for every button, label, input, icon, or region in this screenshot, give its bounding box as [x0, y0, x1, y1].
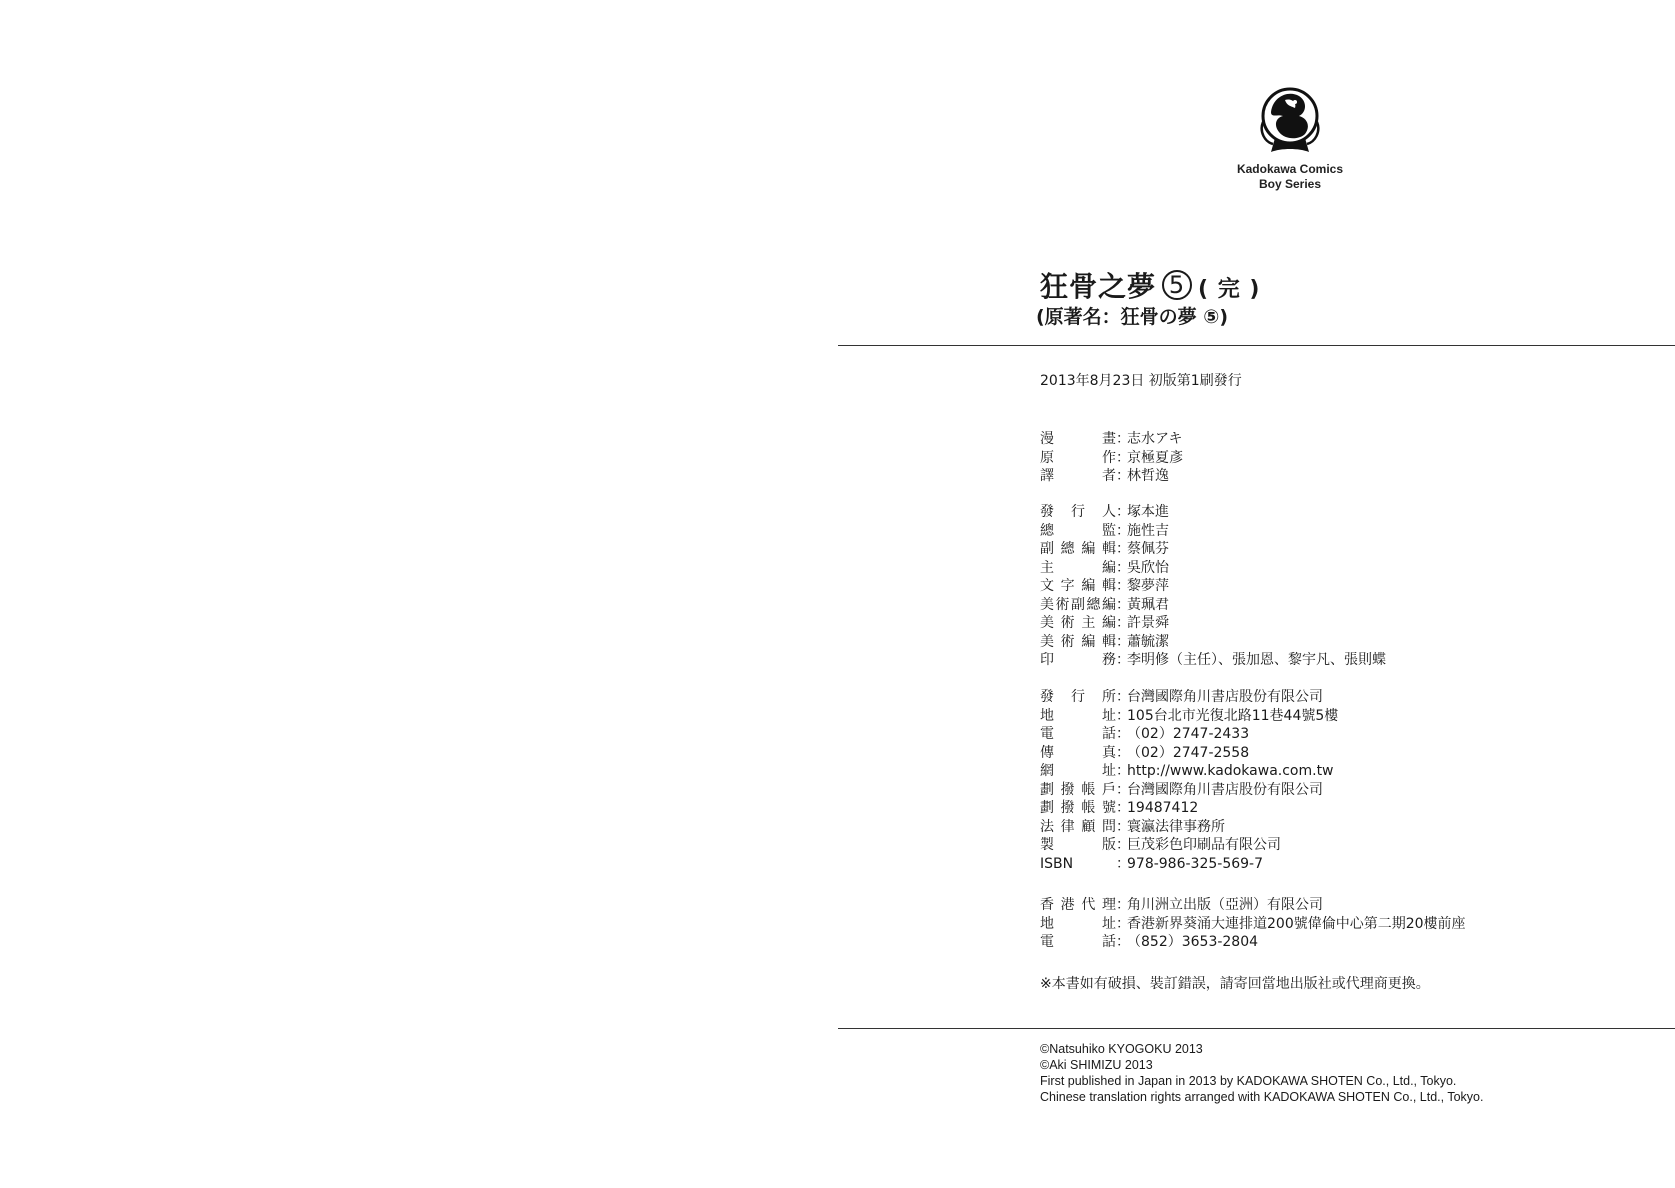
info-value: 蕭毓潔	[1127, 633, 1169, 650]
info-value: （02）2747-2433	[1127, 726, 1250, 742]
info-row	[1040, 503, 1386, 522]
info-row	[1040, 651, 1386, 670]
label-separator: ：	[1116, 915, 1130, 932]
info-value: 台灣國際角川書店股份有限公司	[1127, 781, 1323, 798]
info-label: 美術副總編	[1040, 596, 1116, 613]
info-value: 京極夏彥	[1127, 449, 1183, 466]
label-separator: ：	[1116, 504, 1130, 520]
info-value: 塚本進	[1127, 504, 1169, 520]
info-row	[1040, 896, 1466, 915]
label-separator: ：	[1116, 596, 1130, 613]
info-value: 香港新界葵涌大連排道200號偉倫中心第二期20樓前座	[1127, 915, 1466, 932]
label-separator: ：	[1116, 449, 1130, 466]
info-row	[1040, 725, 1338, 744]
info-row	[1040, 933, 1466, 952]
info-row	[1040, 633, 1386, 652]
info-value: 林哲逸	[1127, 468, 1169, 484]
label-separator: ：	[1116, 934, 1130, 950]
info-row	[1040, 855, 1338, 874]
info-label: 發行人	[1040, 504, 1116, 520]
label-separator: ：	[1116, 633, 1130, 650]
info-row	[1040, 799, 1338, 818]
info-label: 電話	[1040, 726, 1116, 742]
info-value: 黎夢萍	[1127, 578, 1169, 594]
info-value: 978-986-325-569-7	[1127, 855, 1264, 872]
info-label: 地址	[1040, 915, 1116, 932]
info-value: 19487412	[1127, 800, 1199, 816]
label-separator: ：	[1116, 689, 1130, 705]
original-title: (原著名：狂骨の夢 ⑤)	[1036, 306, 1229, 328]
info-label: 電話	[1040, 934, 1116, 950]
info-value: 黃珮君	[1127, 596, 1169, 613]
info-label: 傳真	[1040, 744, 1116, 761]
divider-top	[838, 345, 1675, 346]
info-row	[1040, 596, 1386, 615]
info-value: （02）2747-2558	[1127, 744, 1250, 761]
info-label: 總監	[1040, 522, 1116, 539]
info-row	[1040, 762, 1338, 781]
label-separator: ：	[1116, 818, 1130, 835]
divider-bottom	[838, 1028, 1675, 1029]
label-separator: ：	[1116, 431, 1130, 447]
label-separator: ：	[1116, 522, 1130, 539]
label-separator: ：	[1116, 781, 1130, 798]
info-label: 香港代理	[1040, 897, 1116, 913]
complete-mark: ( 完 )	[1198, 277, 1261, 302]
info-label: 印務	[1040, 652, 1116, 668]
info-value: 李明修（主任）、張加恩、黎宇凡、張則蝶	[1127, 652, 1386, 668]
publication-date: 2013年8月23日 初版第1刷發行	[1040, 373, 1242, 389]
info-label: 主編	[1040, 559, 1116, 576]
info-row	[1040, 467, 1183, 486]
info-row	[1040, 836, 1338, 855]
label-separator: ：	[1116, 726, 1130, 742]
info-label: 製版	[1040, 837, 1116, 853]
copyright-block	[1040, 1041, 1483, 1105]
copyright-line: ©Natsuhiko KYOGOKU 2013	[1040, 1042, 1203, 1056]
label-separator: ：	[1116, 707, 1130, 724]
info-row	[1040, 540, 1386, 559]
info-value: 台灣國際角川書店股份有限公司	[1127, 689, 1323, 705]
info-label: 美術主編	[1040, 615, 1116, 631]
logo-line-1: Kadokawa Comics	[1236, 162, 1344, 176]
info-value: 105台北市光復北路11巷44號5樓	[1127, 707, 1339, 724]
volume-number: 5	[1162, 270, 1192, 300]
info-label: 法律顧問	[1040, 818, 1116, 835]
info-label: 漫畫	[1040, 431, 1116, 447]
info-row	[1040, 818, 1338, 837]
info-row	[1040, 744, 1338, 763]
info-label: 原作	[1040, 449, 1116, 466]
info-row	[1040, 559, 1386, 578]
info-value: 巨茂彩色印刷品有限公司	[1127, 837, 1281, 853]
info-row	[1040, 449, 1183, 468]
info-label: 地址	[1040, 707, 1116, 724]
label-separator: ：	[1116, 615, 1130, 631]
label-separator: ：	[1116, 578, 1130, 594]
copyright-line: Chinese translation rights arranged with KADOKAWA SHOTEN Co., Ltd., Tokyo.	[1040, 1090, 1484, 1104]
info-value: 志水アキ	[1127, 431, 1183, 447]
label-separator: ：	[1116, 744, 1130, 761]
label-separator: ：	[1116, 800, 1130, 816]
info-value: （852）3653-2804	[1127, 934, 1259, 950]
info-row	[1040, 614, 1386, 633]
info-label: 劃撥帳戶	[1040, 781, 1116, 798]
copyright-line: First published in Japan in 2013 by KADOKAWA SHOTEN Co., Ltd., Tokyo.	[1040, 1074, 1457, 1088]
publisher-logo	[1195, 82, 1385, 192]
info-row	[1040, 577, 1386, 596]
info-label: 譯者	[1040, 468, 1116, 484]
info-value: 蔡佩芬	[1127, 541, 1169, 557]
info-label: ISBN	[1040, 855, 1074, 872]
info-label: 網址	[1040, 763, 1116, 779]
staff-list	[1040, 503, 1386, 670]
info-value: 施性吉	[1127, 522, 1169, 539]
logo-line-2: Boy Series	[1258, 177, 1322, 191]
info-value: 角川洲立出版（亞洲）有限公司	[1127, 897, 1323, 913]
publisher-info-list	[1040, 688, 1338, 873]
info-value: 許景舜	[1127, 615, 1169, 631]
info-label: 文字編輯	[1040, 578, 1116, 594]
label-separator: ：	[1116, 763, 1130, 779]
info-label: 發行所	[1040, 689, 1116, 705]
label-separator: ：	[1116, 652, 1130, 668]
title-main: 狂骨之夢	[1040, 270, 1157, 303]
label-separator: ：	[1116, 468, 1130, 484]
book-title	[1040, 265, 1260, 305]
info-row	[1040, 915, 1466, 934]
info-label: 劃撥帳號	[1040, 800, 1116, 816]
info-row	[1040, 781, 1338, 800]
replacement-notice: ※本書如有破損、裝訂錯誤，請寄回當地出版社或代理商更換。	[1040, 976, 1430, 992]
phoenix-emblem-icon	[1255, 82, 1325, 162]
copyright-line: ©Aki SHIMIZU 2013	[1040, 1058, 1153, 1072]
info-row	[1040, 688, 1338, 707]
label-separator: ：	[1116, 559, 1130, 576]
info-label: 副總編輯	[1040, 541, 1116, 557]
info-value: http://www.kadokawa.com.tw	[1127, 763, 1334, 779]
info-value: 寰瀛法律事務所	[1127, 818, 1225, 835]
info-label: 美術編輯	[1040, 633, 1116, 650]
info-value: 吳欣怡	[1127, 559, 1169, 576]
hongkong-agent-list	[1040, 896, 1466, 952]
info-row	[1040, 522, 1386, 541]
credits-list	[1040, 430, 1183, 486]
label-separator: ：	[1116, 837, 1130, 853]
info-row	[1040, 430, 1183, 449]
label-separator: ：	[1116, 855, 1130, 872]
label-separator: ：	[1116, 541, 1130, 557]
info-row	[1040, 707, 1338, 726]
label-separator: ：	[1116, 897, 1130, 913]
